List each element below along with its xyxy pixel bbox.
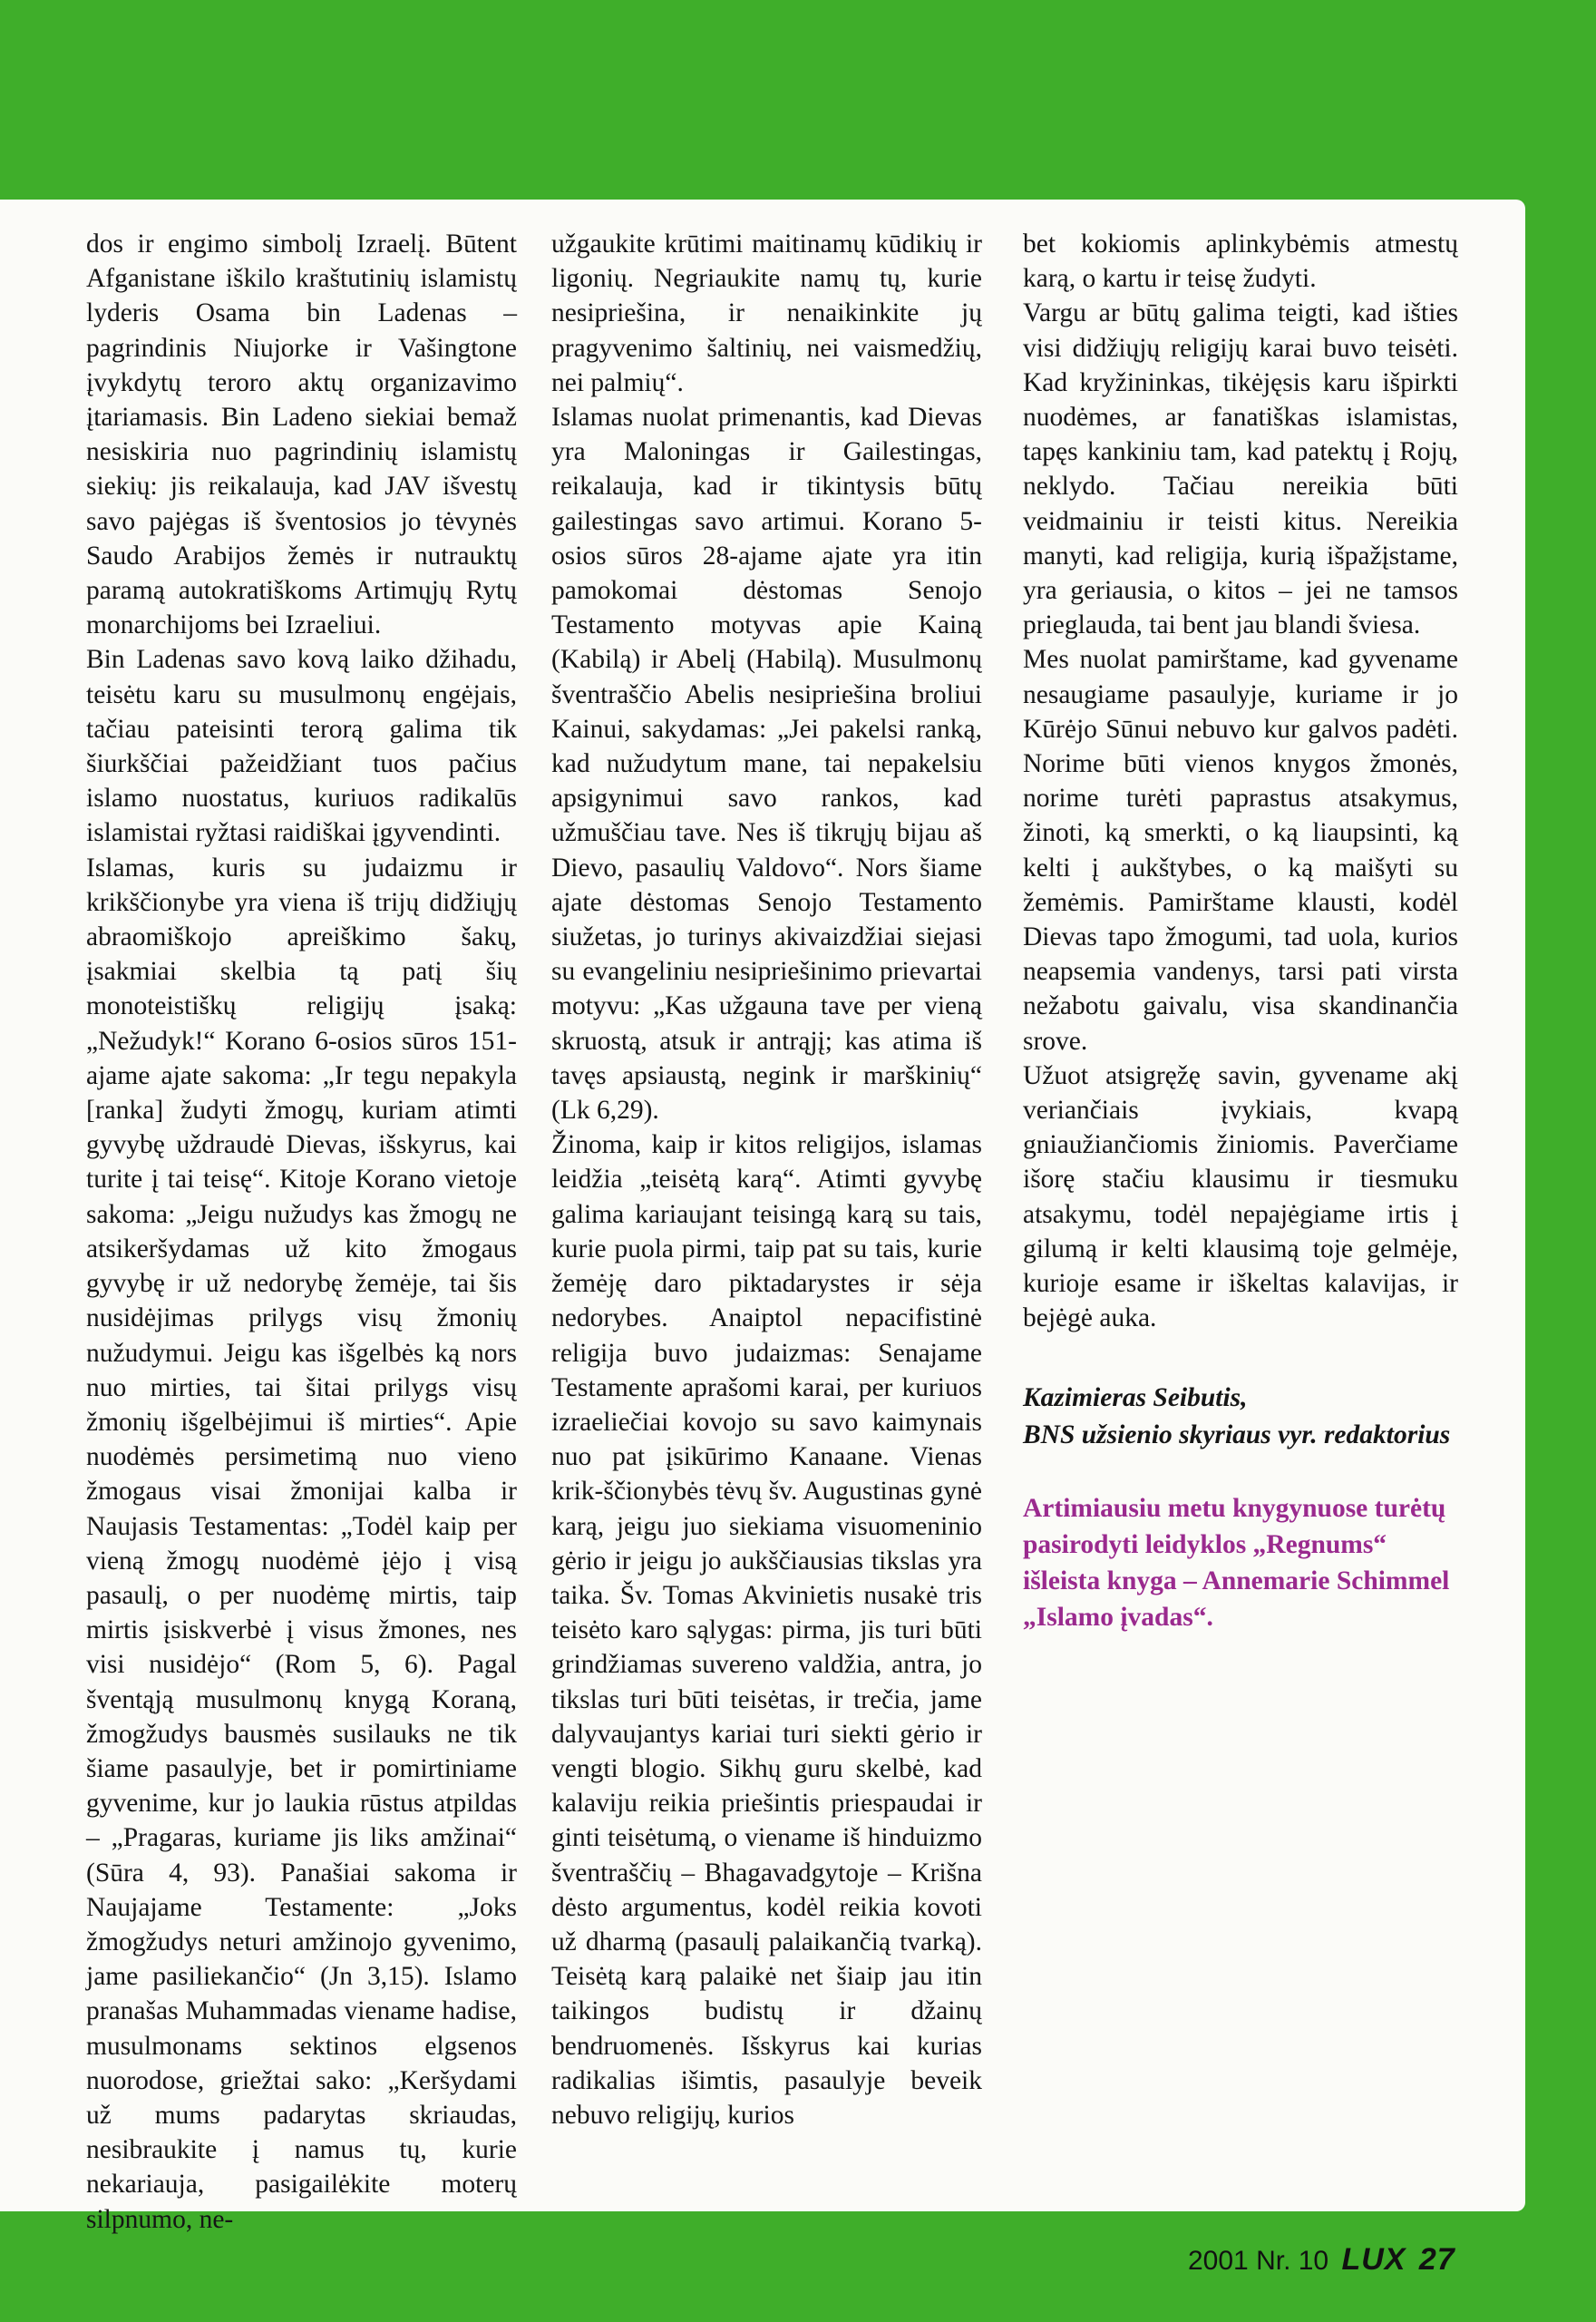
- paragraph: bet kokiomis aplinkybėmis atmestų karą, o kartu ir teisę žudyti.: [1023, 229, 1458, 294]
- paragraph: užgaukite krūtimi maitinamų kūdikių ir ligonių. Negriaukite namų tų, kurie nesipriešina, ir nenaikinkite jų pragyvenimo šaltinių, nei vaismedžių, nei palmių“.: [551, 229, 982, 397]
- paragraph: Užuot atsigręžę savin, gyvename akį veriančiais įvykiais, kvapą gniaužiančiomis žiniomis. Paverčiame išorę stačiu klausimu ir tiesmuku atsakymu, todėl nepajėgiame irtis į gilumą ir kelti klausimą toje gelmėje, kurioje esame ir iškeltas kalavijas, ir bejėgė auka.: [1023, 1060, 1458, 1333]
- paragraph: Islamas nuolat primenantis, kad Dievas yra Maloningas ir Gailestingas, reikalauja, kad ir tikintysis būtų gailestingas savo artimui. Korano 5-osios sūros 28-ajame ajate yra itin pamokomai dėstomas Senojo Testamento motyvas apie Kainą (Kabilą) ir Abelį (Habilą). Musulmonų šventraščio Abelis nesipriešina broliui Kainui, sakydamas: „Jei pakelsi ranką, kad nužudytum mane, tai nepakelsiu apsigynimui savo rankos, kad užmuščiau tave. Nes iš tikrųjų bijau aš Dievo, pasaulių Valdovo“. Nors šiame ajate dėstomas Senojo Testamento siužetas, jo turinys akivaizdžiai siejasi su evangeliniu nesipriešinimo prievartai motyvu: „Kas užgauna tave per vieną skruostą, atsuk ir antrąjį; kas atima iš tavęs apsiaustą, negink ir marškinių“ (Lk 6,29).: [551, 403, 982, 1126]
- page-footer: [1188, 2242, 1455, 2278]
- paragraph: Vargu ar būtų galima teigti, kad išties visi didžiųjų religijų karai buvo teisėti. Kad kryžininkas, tikėjęsis karu išpirkti nuodėmes, ar fanatiškas islamistas, tapęs kankiniu tam, kad patektų į Rojų, neklydo. Tačiau nereikia būti veidmainiu ir teisti kitus. Nereikia manyti, kad religija, kurią išpažįstame, yra geriausia, o kitos – jei ne tamsos prieglauda, tai bent jau blandi šviesa.: [1023, 298, 1458, 640]
- page-number: 27: [1418, 2242, 1455, 2277]
- paragraph: Mes nuolat pamirštame, kad gyvename nesaugiame pasaulyje, kuriame ir jo Kūrėjo Sūnui nebuvo kur galvos padėti. Norime būti vienos knygos žmonės, norime turėti paprastus atsakymus, žinoti, ką smerkti, o ką liaupsinti, ką kelti į aukštybes, o ką maišyti su žemėmis. Pamirštame klausti, kodėl Dievas tapo žmogumi, tad uola, kurios neapsemia vandenys, tarsi pati virsta nežabotu gaivalu, visa skandinančia srove.: [1023, 645, 1458, 1056]
- text-column-3: [1023, 227, 1458, 1635]
- issue-label: 2001 Nr. 10: [1188, 2246, 1329, 2276]
- paragraph: Islamas, kuris su judaizmu ir krikščionybe yra viena iš trijų didžiųjų abraomiškojo apreiškimo šakų, įsakmiai skelbia tą patį šių monoteistiškų religijų įsaką: „Nežudyk!“ Korano 6-osios sūros 151-ajame ajate sakoma: „Ir tegu nepakyla [ranka] žudyti žmogų, kuriam atimti gyvybę uždraudė Dievas, išskyrus, kai turite į tai teisę“. Kitoje Korano vietoje sakoma: „Jeigu nužudys kas žmogų ne atsikeršydamas už kito žmogaus gyvybę ir už nedorybę žemėje, tai šis nusidėjimas prilygs visų žmonių nužudymui. Jeigu kas išgelbės ką nors nuo mirties, tai šitai prilygs visų žmonių išgelbėjimui iš mirties“. Apie nuodėmės persimetimą nuo vieno žmogaus visai žmonijai kalba ir Naujasis Testamentas: „Todėl kaip per vieną žmogų nuodėmė įėjo į visą pasaulį, o per nuodėmę mirtis, taip mirtis įsiskverbė į visus žmones, nes visi nusidėjo“ (Rom 5, 6). Pagal šventąją musulmonų knygą Koraną, žmogžudys bausmės susilauks ne tik šiame pasaulyje, bet ir pomirtiniame gyvenime, kur jo laukia rūstus atpildas – „Pragaras, kuriame jis liks amžinai“ (Sūra 4, 93). Panašiai sakoma ir Naujajame Testamente: „Joks žmogžudys neturi amžinojo gyvenimo, jame pasiliekančio“ (Jn 3,15). Islamo pranašas Muhammadas viename hadise, musulmonams sektinos elgsenos nuorodose, griežtai sako: „Keršydami už mums padarytas skriaudas, nesibraukite į namus tų, kurie nekariauja, pasigailėkite moterų silpnumo, ne-: [86, 853, 517, 2234]
- author-title: BNS užsienio skyriaus vyr. redaktorius: [1023, 1420, 1451, 1449]
- book-announcement: Artimiausiu metu knygynuose turėtų pasirodyti leidyklos „Regnums“ išleista knyga – Annemarie Schimmel „Islamo įvadas“.: [1023, 1493, 1450, 1632]
- magazine-logo: LUX: [1341, 2242, 1406, 2277]
- paragraph: Žinoma, kaip ir kitos religijos, islamas leidžia „teisėtą karą“. Atimti gyvybę galima kariaujant teisingą karą su tais, kurie puola pirmi, taip pat su tais, kurie žemėję daro piktadarystes ir sėja nedorybes. Anaiptol nepacifistinė religija buvo judaizmas: Senajame Testamente aprašomi karai, per kuriuos izraeliečiai kovojo su savo kaimynais nuo pat įsikūrimo Kanaane. Vienas krik-ščionybės tėvų šv. Augustinas gynė karą, jeigu juo siekiama visuomeninio gėrio ir jeigu jo aukščiausias tikslas yra taika. Šv. Tomas Akvinietis nusakė tris teisėto karo sąlygas: pirma, jis turi būti grindžiamas suvereno valdžia, antra, jo tikslas turi būti teisėtas, ir trečia, jame dalyvaujantys kariai turi siekti gėrio ir vengti blogio. Sikhų guru skelbė, kad kalaviju reikia priešintis priespaudai ir ginti teisėtumą, o viename iš hinduizmo šventraščių – Bhagavadgytoje – Krišna dėsto argumentus, kodėl reikia kovoti už dharmą (pasaulį palaikančią tvarką). Teisėtą karą palaikė net šiaip jau itin taikingos budistų ir džainų bendruomenės. Išskyrus kai kurias radikalias išimtis, pasaulyje beveik nebuvo religijų, kurios: [551, 1130, 982, 2130]
- author-signature: [1023, 1380, 1458, 1454]
- paragraph: dos ir engimo simbolį Izraelį. Būtent Afganistane iškilo kraštutinių islamistų lyderis Osama bin Ladenas – pagrindinis Niujorke ir Vašingtone įvykdytų teroro aktų organizavimo įtariamasis. Bin Ladeno siekiai bemaž nesiskiria nuo pagrindinių islamistų siekių: jis reikalauja, kad JAV išvestų savo pajėgas iš šventosios jo tėvynės Saudo Arabijos žemės ir nutrauktų paramą autokratiškoms Artimųjų Rytų monarchijoms bei Izraeliui.: [86, 229, 517, 640]
- text-column-2: [551, 227, 982, 2132]
- paragraph: Bin Ladenas savo kovą laiko džihadu, teisėtu karu su musulmonų engėjais, tačiau pateisinti terorą galima tik šiurkščiai pažeidžiant tuos pačius islamo nuostatus, kuriuos radikalūs islamistai ryžtasi raidiškai įgyvendinti.: [86, 645, 517, 848]
- author-name: Kazimieras Seibutis,: [1023, 1382, 1248, 1412]
- text-column-1: [86, 227, 517, 2237]
